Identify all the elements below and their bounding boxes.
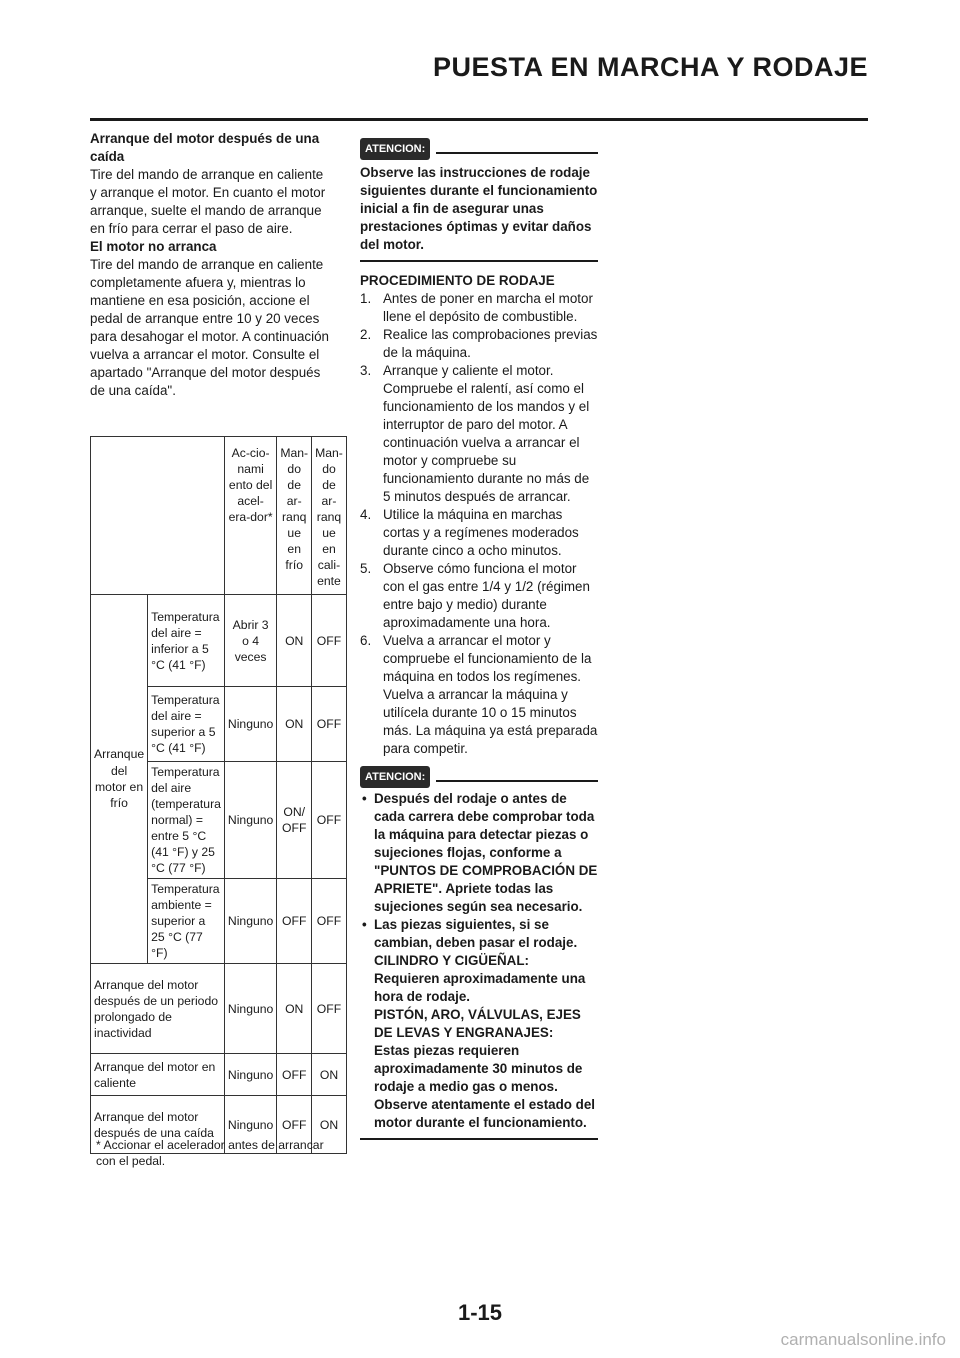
table-cell-acc: Ninguno xyxy=(224,762,276,879)
table-cell-cond: Arranque del motor en caliente xyxy=(91,1054,225,1096)
list-item xyxy=(360,506,598,560)
table-cell-cal: OFF xyxy=(312,964,347,1054)
list-item xyxy=(360,326,598,362)
table-cell-cal: OFF xyxy=(312,762,347,879)
right-column xyxy=(360,138,598,1140)
step-number: 5. xyxy=(360,561,372,576)
table-cell-acc: Ninguno xyxy=(224,1054,276,1096)
table-cell-cond: Temperatura ambiente = superior a 25 °C (77 °F) xyxy=(148,879,225,964)
table-cell-acc: Abrir 3 o 4 veces xyxy=(224,595,276,687)
header-rule xyxy=(90,118,868,121)
table-cell-acc: Ninguno xyxy=(224,879,276,964)
warning-header-2 xyxy=(360,766,598,788)
step-text: Vuelva a arrancar el motor y compruebe el funcionamiento de la máquina en todos los regímenes. Vuelva a arrancar la máquina y utilícela durante 10 o 15 minutos más. La máquina ya está preparada para competir. xyxy=(383,633,598,756)
table-cell-acc: Ninguno xyxy=(224,1096,276,1154)
part-text-piston: Estas piezas requieren aproximadamente 30 minutos de rodaje a medio gas o menos. Observe atentamente el estado del motor durante el funcionamiento. xyxy=(374,1043,596,1130)
header-caliente: Man-do de ar-ranq ue en cali-ente xyxy=(312,437,347,595)
table-cell-cal: OFF xyxy=(312,595,347,687)
table-cell-frio: OFF xyxy=(277,1054,312,1096)
warning-header-1 xyxy=(360,138,598,160)
step-number: 3. xyxy=(360,363,372,378)
list-item xyxy=(360,560,598,632)
group-label: Arranque del motor en frío xyxy=(91,595,148,964)
step-text: Realice las comprobaciones previas de la máquina. xyxy=(383,327,598,360)
header-acelerador: Ac-cio-nami ento del acel-era-dor* xyxy=(224,437,276,595)
step-text: Utilice la máquina en marchas cortas y a regímenes moderados durante cinco a ocho minutos. xyxy=(383,507,579,558)
step-text: Antes de poner en marcha el motor llene el depósito de combustible. xyxy=(383,291,593,324)
warning-bullets xyxy=(360,790,598,1132)
list-item xyxy=(360,290,598,326)
table-cell-cal: OFF xyxy=(312,879,347,964)
page-number: 1-15 xyxy=(458,1300,503,1325)
list-item xyxy=(360,362,598,506)
table-cell-cond: Arranque del motor después de un periodo prolongado de inactividad xyxy=(91,964,225,1054)
table-cell-cal: ON xyxy=(312,1096,347,1154)
watermark: carmanualsonline.info xyxy=(780,1330,946,1349)
warning-badge: ATENCION: xyxy=(360,138,430,160)
table-cell-frio: OFF xyxy=(277,1096,312,1154)
table-cell-acc: Ninguno xyxy=(224,687,276,762)
table-cell-cond: Temperatura del aire = inferior a 5 °C (41 °F) xyxy=(148,595,225,687)
table-cell-frio: ON/ OFF xyxy=(277,762,312,879)
step-number: 1. xyxy=(360,291,372,306)
section-text-no-arranca: Tire del mando de arranque en caliente completamente afuera y, mientras lo mantiene en esa posición, accione el pedal de arranque entre 10 y 20 veces para desahogar el motor. A continuación vuelva a arrancar el motor. Consulte el apartado "Arranque del motor después de una caída". xyxy=(90,257,329,398)
section-heading-caida: Arranque del motor después de una caída xyxy=(90,131,320,164)
table-cell-cond: Arranque del motor después de una caída xyxy=(91,1096,225,1154)
starting-table xyxy=(90,436,347,1154)
table-cell-cal: ON xyxy=(312,1054,347,1096)
warning-rule xyxy=(436,780,598,782)
table-cell-cond: Temperatura del aire (temperatura normal) = entre 5 °C (41 °F) y 25 °C (77 °F) xyxy=(148,762,225,879)
part-title-cilindro: CILINDRO Y CIGÜEÑAL: xyxy=(374,953,529,968)
section-text-caida: Tire del mando de arranque en caliente y arranque el motor. En cuanto el motor arranque, suelte el mando de arranque en frío para cerrar el paso de aire. xyxy=(90,167,326,236)
step-number: 6. xyxy=(360,633,372,648)
warning-end-rule xyxy=(360,1138,598,1140)
bullet-intro: • Las piezas siguientes, si se cambian, deben pasar el rodaje. xyxy=(374,917,578,950)
table-cell-frio: ON xyxy=(277,595,312,687)
table-cell-frio: ON xyxy=(277,964,312,1054)
procedure-steps xyxy=(360,290,598,758)
part-title-piston: PISTÓN, ARO, VÁLVULAS, EJES DE LEVAS Y ENGRANAJES: xyxy=(374,1007,581,1040)
header-frio: Man-do de ar-ranq ue en frío xyxy=(277,437,312,595)
table-cell-cal: OFF xyxy=(312,687,347,762)
list-item xyxy=(360,916,598,1132)
table-cell-acc: Ninguno xyxy=(224,964,276,1054)
warning-rule xyxy=(436,152,598,154)
warning-text-1: Observe las instrucciones de rodaje siguientes durante el funcionamiento inicial a fin de asegurar unas prestaciones óptimas y evitar daños del motor. xyxy=(360,165,598,252)
procedure-heading: PROCEDIMIENTO DE RODAJE xyxy=(360,273,555,288)
list-item xyxy=(360,632,598,758)
warning-badge: ATENCION: xyxy=(360,766,430,788)
step-text: Observe cómo funciona el motor con el gas entre 1/4 y 1/2 (régimen entre bajo y medio) durante aproximadamente una hora. xyxy=(383,561,590,630)
warning-end-rule xyxy=(360,260,598,262)
page-title: PUESTA EN MARCHA Y RODAJE xyxy=(432,52,868,82)
list-item xyxy=(360,790,598,916)
part-text-cilindro: Requieren aproximadamente una hora de rodaje. xyxy=(374,971,586,1004)
step-number: 4. xyxy=(360,507,372,522)
left-column xyxy=(90,130,332,400)
step-number: 2. xyxy=(360,327,372,342)
bullet-text: Después del rodaje o antes de cada carrera debe comprobar toda la máquina para detectar piezas o sujeciones flojas, conforme a "PUNTOS DE COMPROBACIÓN DE APRIETE". Apriete todas las sujeciones según sea necesario. xyxy=(374,791,598,914)
table-note: * Accionar el acelerador antes de arrancar con el pedal. xyxy=(96,1138,324,1168)
table-cell-frio: OFF xyxy=(277,879,312,964)
section-heading-no-arranca: El motor no arranca xyxy=(90,239,217,254)
table-cell-cond: Temperatura del aire = superior a 5 °C (41 °F) xyxy=(148,687,225,762)
table-cell-frio: ON xyxy=(277,687,312,762)
table-corner xyxy=(91,437,225,595)
step-text: Arranque y caliente el motor. Compruebe el ralentí, así como el funcionamiento de los mandos y el interruptor de paro del motor. A continuación vuelva a arrancar el motor y compruebe su funcionamiento durante no más de 5 minutos después de arrancar. xyxy=(383,363,590,504)
